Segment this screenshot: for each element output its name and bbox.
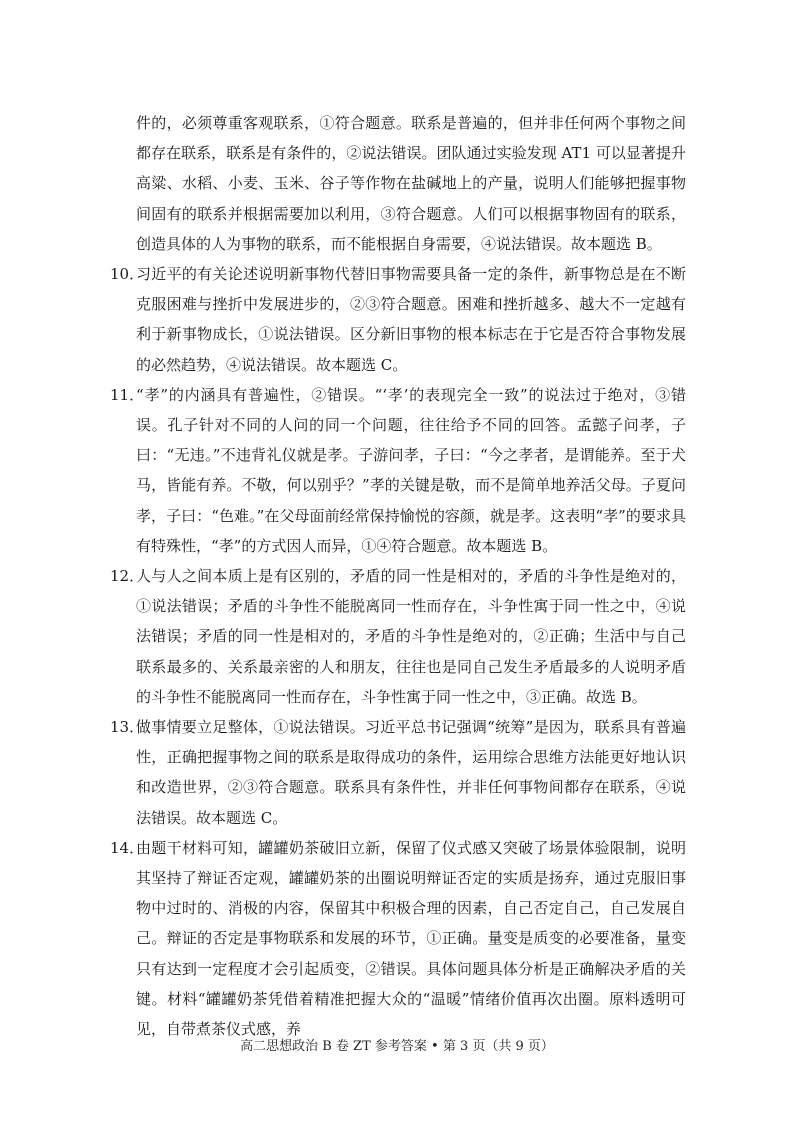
answer-item-10	[110, 259, 686, 380]
item-text: 由题干材料可知，罐罐奶茶破旧立新，保留了仪式感又突破了场景体验限制，说明其坚持了辩证否定观，罐罐奶茶的出圈说明辩证否定的实质是扬弃，通过克服旧事物中过时的、消极的内容，保留其中积极合理的因素，自己否定自己，自己发展自己。辩证的否定是事物联系和发展的环节，①正确。量变是质变的必要准备，量变只有达到一定程度才会引起质变，②错误。具体问题具体分析是正确解决矛盾的关键。材料“罐罐奶茶凭借着精准把握大众的“温暖”情绪价值再次出圈。原料透明可见，自带煮茶仪式感，养	[136, 838, 686, 1039]
answer-item-13	[110, 712, 686, 833]
item-number: 13．	[110, 718, 145, 737]
answer-item-14	[110, 833, 686, 1044]
page-footer: 高二思想政治 B 卷 ZT 参考答案 • 第 3 页（共 9 页）	[240, 1039, 554, 1054]
item-text: 习近平的有关论述说明新事物代替旧事物需要具备一定的条件，新事物总是在不断克服困难与挫折中发展进步的，②③符合题意。困难和挫折越多、越大不一定越有利于新事物成长，①说法错误。区分新旧事物的根本标志在于它是否符合事物发展的必然趋势，④说法错误。故本题选 C。	[136, 265, 686, 374]
item-text: “孝”的内涵具有普遍性，②错误。“‘孝’的表现完全一致”的说法过于绝对，③错误。孔子针对不同的人问的同一个问题，往往给予不同的回答。孟懿子问孝，子曰：“无违。”不违背礼仪就是孝。子游问孝，子曰：“今之孝者，是谓能养。至于犬马，皆能有养。不敬，何以别乎？”孝的关键是敬，而不是简单地养活父母。子夏问孝，子曰：“色难。”在父母面前经常保持愉悦的容颜，就是孝。这表明“孝”的要求具有特殊性，“孝”的方式因人而异，①④符合题意。故本题选 B。	[136, 385, 686, 555]
item-text: 做事情要立足整体，①说法错误。习近平总书记强调“统筹”是因为，联系具有普遍性，正确把握事物之间的联系是取得成功的条件，运用综合思维方法能更好地认识和改造世界，②③符合题意。联系具有条件性，并非任何事物间都存在联系，④说法错误。故本题选 C。	[136, 718, 686, 827]
answer-content	[110, 108, 686, 1044]
item-text: 人与人之间本质上是有区别的，矛盾的同一性是相对的，矛盾的斗争性是绝对的，①说法错误；矛盾的斗争性不能脱离同一性而存在，斗争性寓于同一性之中，④说法错误；矛盾的同一性是相对的，矛盾的斗争性是绝对的，②正确；生活中与自己联系最多的、关系最亲密的人和朋友，往往也是同自己发生矛盾最多的人说明矛盾的斗争性不能脱离同一性而存在，斗争性寓于同一性之中，③正确。故选 B。	[136, 567, 686, 706]
item-number: 11．	[110, 385, 145, 404]
answer-item-11	[110, 380, 686, 561]
answer-item-12	[110, 561, 686, 712]
item-number: 10．	[110, 265, 145, 284]
item-number: 12．	[110, 567, 145, 586]
item-number: 14．	[110, 838, 145, 857]
answer-9-continuation: 件的，必须尊重客观联系，①符合题意。联系是普遍的，但并非任何两个事物之间都存在联系，联系是有条件的，②说法错误。团队通过实验发现 AT1 可以显著提升高粱、水稻、小麦、玉米、谷子等作物在盐碱地上的产量，说明人们能够把握事物间固有的联系并根据需要加以利用，③符合题意。人们可以根据事物固有的联系，创造具体的人为事物的联系，而不能根据自身需要，④说法错误。故本题选 B。	[136, 114, 686, 253]
